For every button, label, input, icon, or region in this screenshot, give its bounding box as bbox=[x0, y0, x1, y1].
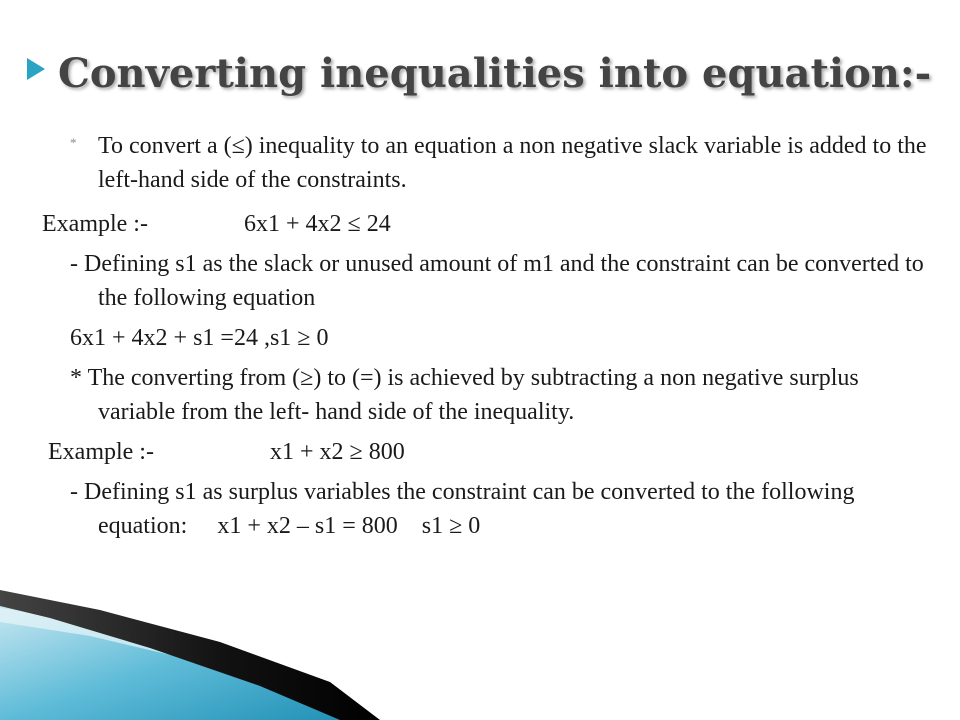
paragraph-text: To convert a (≤) inequality to an equation a non negative slack variable is added to the left-hand side of the constraints. bbox=[98, 133, 927, 193]
title-arrow-icon bbox=[27, 58, 45, 80]
paragraph-text: - Defining s1 as the slack or unused amount of m1 and the constraint can be converted to the following equation bbox=[70, 251, 924, 311]
slide-body bbox=[42, 126, 930, 549]
paragraph-slack-intro bbox=[70, 126, 930, 197]
example-inequality: x1 + x2 ≥ 800 bbox=[270, 439, 405, 465]
equation-condition: s1 ≥ 0 bbox=[421, 513, 481, 539]
paragraph-example-1 bbox=[42, 207, 930, 241]
equation-text: x1 + x2 – s1 = 800 bbox=[217, 513, 398, 539]
example-label: Example :- bbox=[42, 211, 148, 237]
paragraph-example-2 bbox=[42, 435, 930, 469]
paragraph-text: * The converting from (≥) to (=) is achieved by subtracting a non negative surplus variable from the left- hand side of the inequality. bbox=[70, 365, 859, 425]
paragraph-text: - Defining s1 as surplus variables the constraint can be converted to the following equation: bbox=[70, 479, 855, 539]
paragraph-surplus-intro bbox=[70, 361, 930, 429]
example-label: Example :- bbox=[42, 439, 154, 465]
paragraph-slack-equation bbox=[70, 321, 930, 355]
slide-title: Converting inequalities into equation:- bbox=[58, 50, 932, 97]
corner-decoration bbox=[0, 590, 960, 720]
bullet-asterisk: * bbox=[70, 135, 77, 150]
paragraph-surplus-definition bbox=[70, 475, 930, 543]
equation-text: 6x1 + 4x2 + s1 =24 ,s1 ≥ 0 bbox=[70, 325, 329, 351]
paragraph-slack-definition bbox=[70, 247, 930, 315]
example-inequality: 6x1 + 4x2 ≤ 24 bbox=[244, 211, 391, 237]
